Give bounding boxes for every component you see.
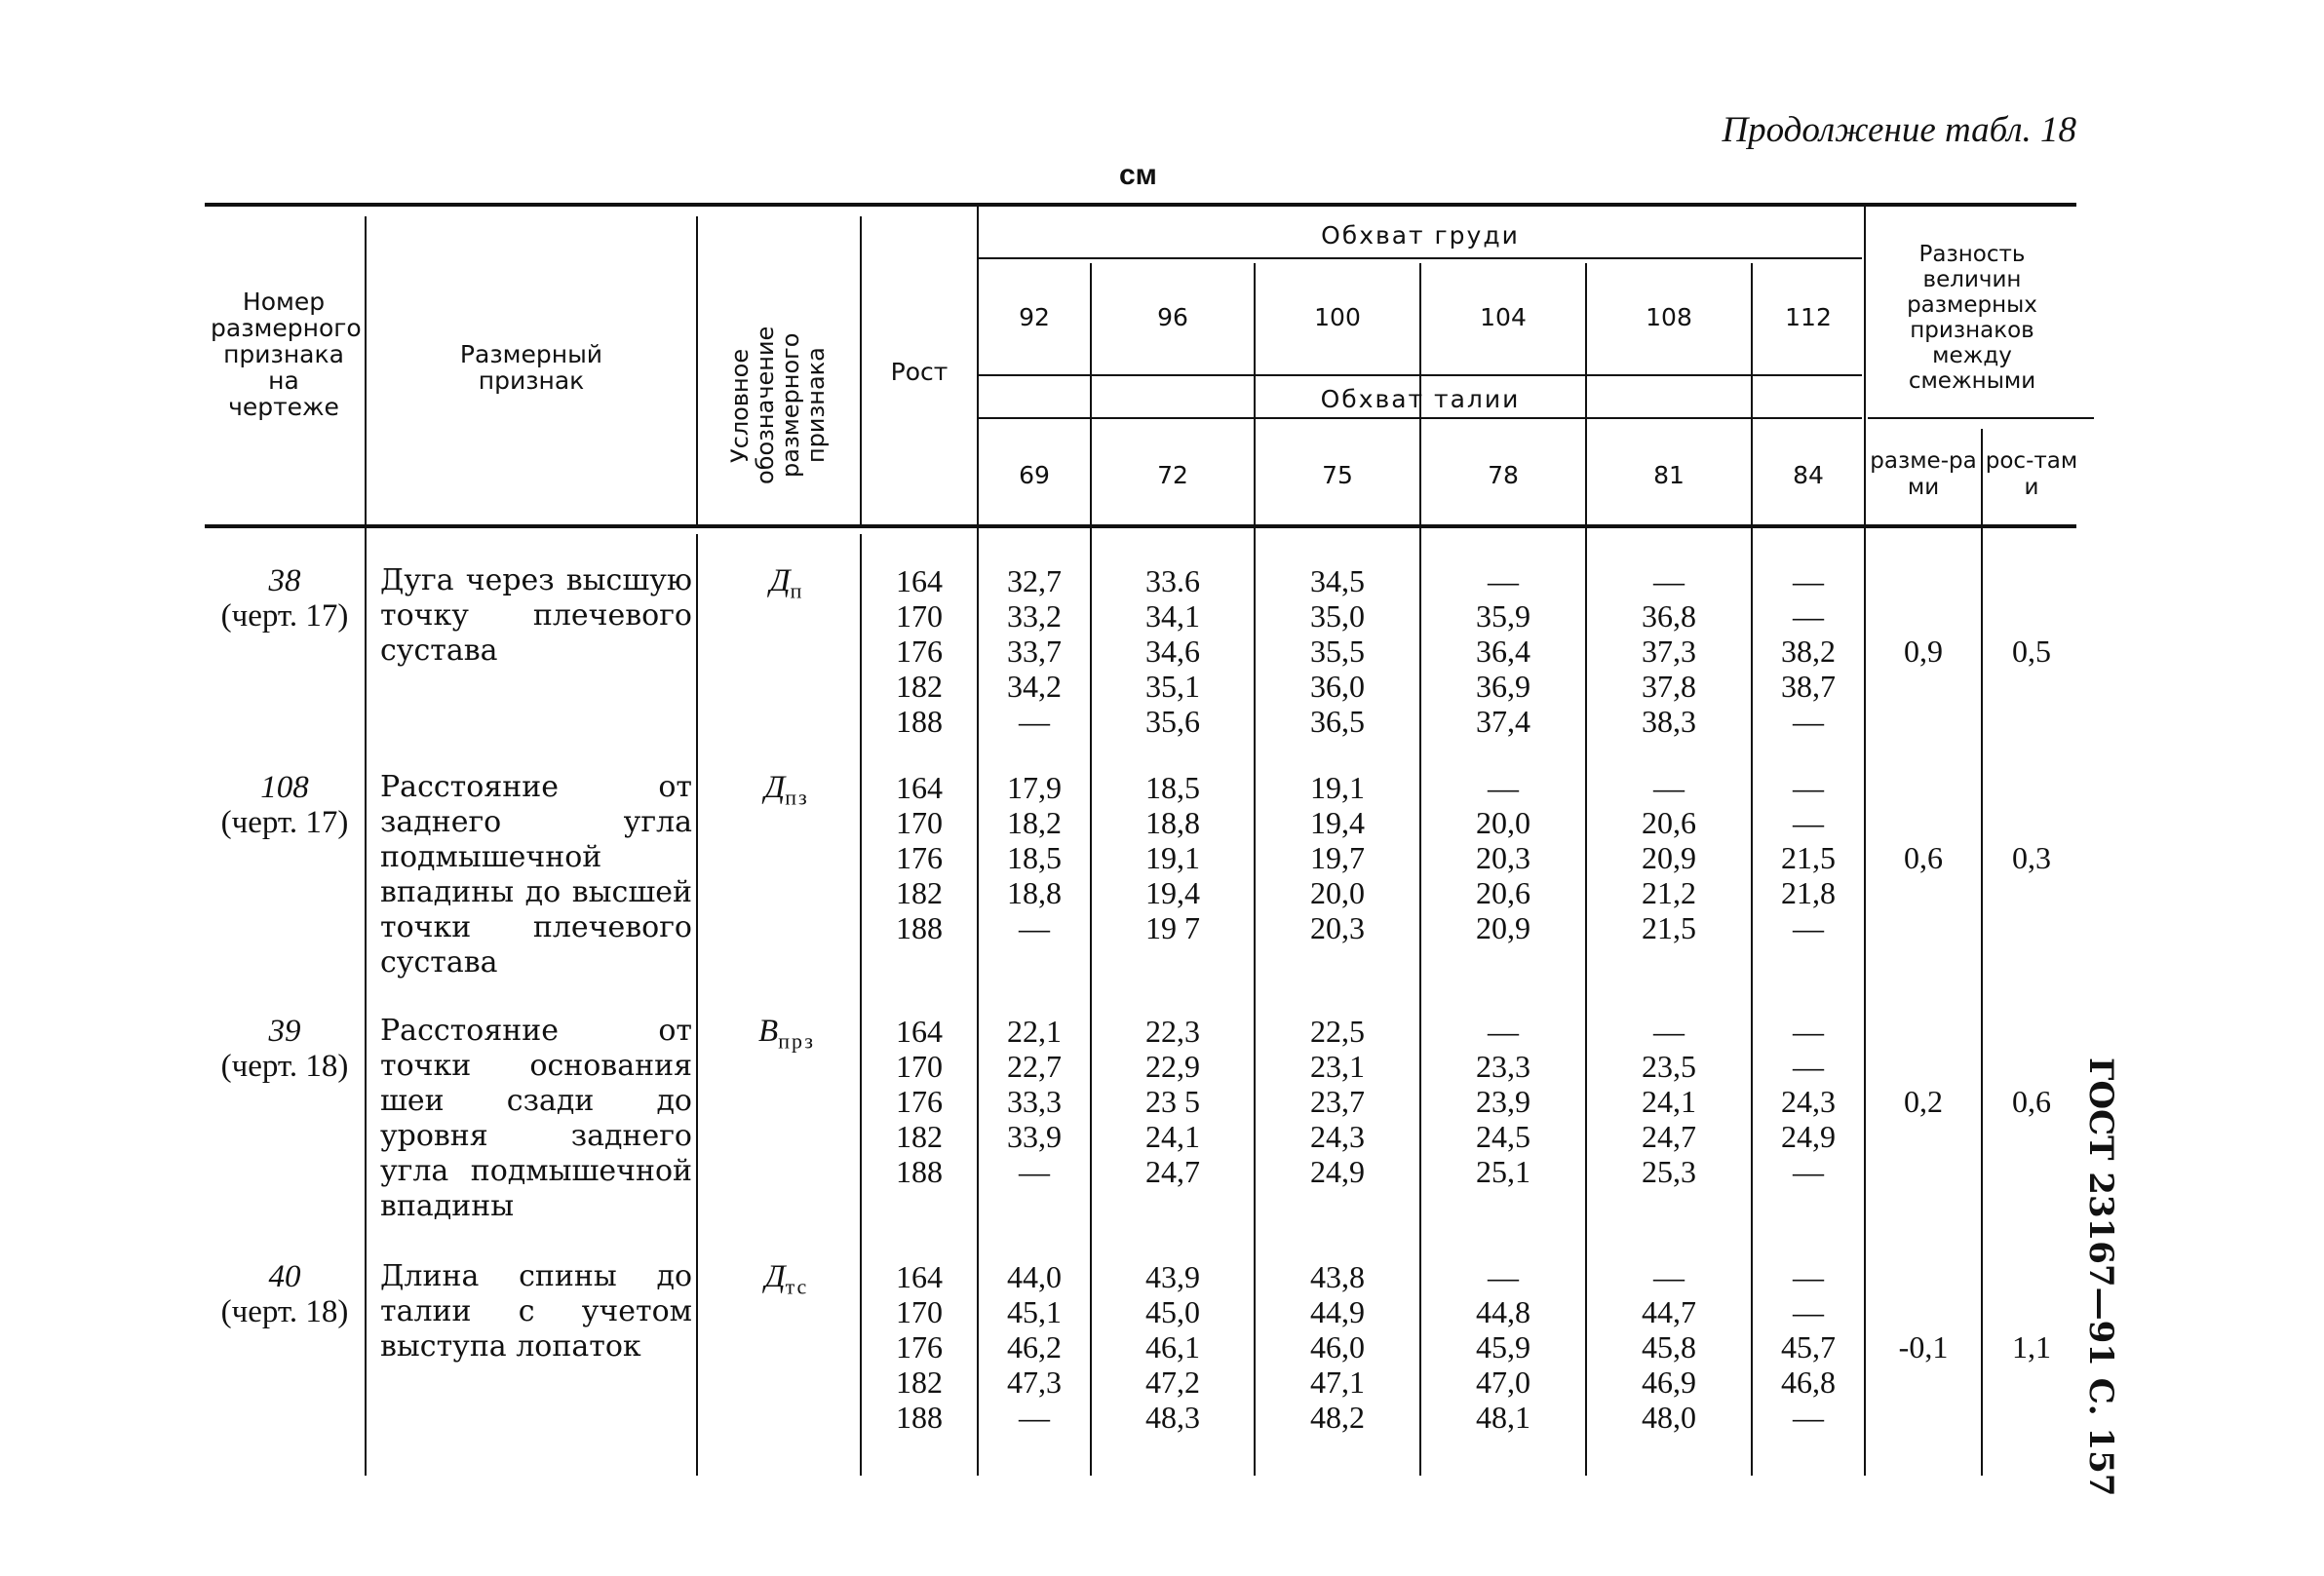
height-value: 164 — [896, 563, 943, 598]
body-col-divider — [860, 534, 862, 1476]
chest-value: 112 — [1785, 303, 1832, 331]
measurement-value: 38,7 — [1781, 669, 1836, 704]
measurement-value: 21,5 — [1781, 840, 1836, 875]
measurement-value: 19,7 — [1310, 840, 1365, 875]
diff-sizes-value: 0,6 — [1904, 840, 1943, 875]
height-value: 188 — [896, 1400, 943, 1435]
header-chest-group: Обхват груди — [1321, 221, 1520, 250]
measurement-value: — — [1793, 704, 1824, 739]
measurement-value: 37,4 — [1476, 704, 1530, 739]
measurement-column — [1256, 563, 1419, 739]
measurement-value: 18,5 — [1007, 840, 1062, 875]
measurement-column — [1421, 563, 1585, 739]
measurement-value: 36,9 — [1476, 669, 1530, 704]
diff-sizes-value: 0,9 — [1904, 634, 1943, 669]
measurement-value: 45,9 — [1476, 1329, 1530, 1365]
measurement-value: 43,8 — [1310, 1259, 1365, 1294]
measurement-column — [979, 1014, 1090, 1189]
height-value: 182 — [896, 875, 943, 910]
height-value: 176 — [896, 634, 943, 669]
measurement-value: — — [1793, 1014, 1824, 1049]
measurement-value: 18,8 — [1007, 875, 1062, 910]
measurement-value: 38,3 — [1642, 704, 1696, 739]
measurement-value: 48,2 — [1310, 1400, 1365, 1435]
measurement-value: 20,3 — [1310, 910, 1365, 945]
measurement-value: 34,1 — [1145, 598, 1200, 634]
measurement-value: 44,0 — [1007, 1259, 1062, 1294]
measurement-value: 24,3 — [1310, 1119, 1365, 1154]
measurement-value: 24,7 — [1642, 1119, 1696, 1154]
drawing-reference: (черт. 18) — [220, 1049, 349, 1084]
measurement-value: 21,8 — [1781, 875, 1836, 910]
measurement-value: 20,0 — [1476, 805, 1530, 840]
measurement-value: — — [1793, 1294, 1824, 1329]
table-top-rule — [205, 203, 2076, 207]
measurement-value: — — [1793, 910, 1824, 945]
measurement-column — [979, 563, 1090, 739]
measurement-value: 36,8 — [1642, 598, 1696, 634]
measurement-value: 24,7 — [1145, 1154, 1200, 1189]
measurement-value: 20,6 — [1642, 805, 1696, 840]
measurement-value: 19,1 — [1310, 770, 1365, 805]
measurement-value: 34,6 — [1145, 634, 1200, 669]
header-symbol: Условное обозначение размерного признака — [726, 326, 830, 485]
measurement-value: 44,7 — [1642, 1294, 1696, 1329]
measurement-column — [1421, 1014, 1585, 1189]
waist-value: 78 — [1488, 461, 1519, 489]
feature-name: Расстояние от точки основания шеи сзади до уровня заднего угла подмышечной впадины — [380, 1014, 692, 1223]
chest-value: 104 — [1480, 303, 1527, 331]
header-waist-group: Обхват талии — [1320, 385, 1521, 413]
diff-group-rule — [1868, 417, 2094, 419]
measurement-value: 34,2 — [1007, 669, 1062, 704]
measurement-value: 35,0 — [1310, 598, 1365, 634]
height-value: 182 — [896, 1365, 943, 1400]
measurement-value: 48,1 — [1476, 1400, 1530, 1435]
measurement-value: 23,1 — [1310, 1049, 1365, 1084]
measurement-value: 21,2 — [1642, 875, 1696, 910]
measurement-value: 46,2 — [1007, 1329, 1062, 1365]
measurement-column — [1587, 770, 1751, 945]
waist-value: 84 — [1793, 461, 1824, 489]
height-value: 188 — [896, 1154, 943, 1189]
body-col-divider — [696, 534, 698, 1476]
measurement-value: 19 7 — [1145, 910, 1200, 945]
header-feature: Размерный признак — [459, 340, 603, 395]
measurement-column — [1753, 1014, 1864, 1189]
feature-number: 38 — [268, 563, 301, 598]
measurement-value: — — [1793, 1154, 1824, 1189]
measurement-column — [1092, 1259, 1254, 1435]
measurement-value: 22,9 — [1145, 1049, 1200, 1084]
waist-value: 75 — [1322, 461, 1353, 489]
measurement-value: 45,1 — [1007, 1294, 1062, 1329]
measurement-value: 19,1 — [1145, 840, 1200, 875]
header-diff-group: Разность величин размерных признаков между смежными — [1907, 242, 2037, 394]
measurement-value: 23 5 — [1145, 1084, 1200, 1119]
measurement-value: — — [1019, 1154, 1050, 1189]
measurement-value: 23,5 — [1642, 1049, 1696, 1084]
height-value: 164 — [896, 1259, 943, 1294]
measurement-value: 24,5 — [1476, 1119, 1530, 1154]
symbol-subscript: прз — [778, 1028, 815, 1054]
col-divider — [860, 216, 862, 526]
measurement-column — [1256, 770, 1419, 945]
measurement-value: — — [1653, 563, 1685, 598]
measurement-column — [1753, 563, 1864, 739]
measurement-value: 46,8 — [1781, 1365, 1836, 1400]
feature-symbol — [714, 563, 860, 604]
measurement-value: 33,2 — [1007, 598, 1062, 634]
measurement-value: 19,4 — [1145, 875, 1200, 910]
measurement-column — [1092, 563, 1254, 739]
measurement-value: 24,3 — [1781, 1084, 1836, 1119]
measurement-value: 22,5 — [1310, 1014, 1365, 1049]
measurement-value: 33,7 — [1007, 634, 1062, 669]
feature-number: 108 — [260, 770, 309, 805]
measurement-value: 20,6 — [1476, 875, 1530, 910]
measurement-value: 23,9 — [1476, 1084, 1530, 1119]
measurement-value: 24,1 — [1642, 1084, 1696, 1119]
height-value: 164 — [896, 1014, 943, 1049]
measurement-column — [1753, 770, 1864, 945]
measurement-value: 38,2 — [1781, 634, 1836, 669]
height-value: 182 — [896, 669, 943, 704]
measurement-value: — — [1793, 1049, 1824, 1084]
measurement-value: — — [1488, 1014, 1519, 1049]
measurement-value: 35,1 — [1145, 669, 1200, 704]
feature-number: 40 — [268, 1259, 301, 1294]
measurement-value: 24,1 — [1145, 1119, 1200, 1154]
measurement-value: 47,3 — [1007, 1365, 1062, 1400]
waist-value: 69 — [1019, 461, 1050, 489]
measurement-value: 25,1 — [1476, 1154, 1530, 1189]
measurement-value: 44,8 — [1476, 1294, 1530, 1329]
measurement-value: 36,0 — [1310, 669, 1365, 704]
measurement-column — [1256, 1259, 1419, 1435]
measurement-value: 23,3 — [1476, 1049, 1530, 1084]
height-value: 176 — [896, 840, 943, 875]
measurement-value: — — [1793, 770, 1824, 805]
measurement-value: 33,3 — [1007, 1084, 1062, 1119]
feature-symbol — [714, 1014, 860, 1055]
drawing-reference: (черт. 17) — [220, 598, 349, 634]
height-values — [868, 770, 971, 945]
diff-heights-value: 1,1 — [2012, 1329, 2051, 1365]
diff-sizes-value: -0,1 — [1898, 1329, 1949, 1365]
measurement-column — [1421, 1259, 1585, 1435]
measurement-value: 36,4 — [1476, 634, 1530, 669]
height-value: 188 — [896, 910, 943, 945]
height-value: 170 — [896, 805, 943, 840]
drawing-reference: (черт. 18) — [220, 1294, 349, 1329]
measurement-value: 18,5 — [1145, 770, 1200, 805]
feature-name: Дуга через высшую точку плечевого сустава — [380, 563, 692, 668]
measurement-value: — — [1793, 563, 1824, 598]
feature-number: 39 — [268, 1014, 301, 1049]
height-value: 170 — [896, 1294, 943, 1329]
measurement-value: 33.6 — [1145, 563, 1200, 598]
unit-label: см — [1119, 159, 1157, 191]
col-divider — [365, 216, 367, 1476]
measurement-value: — — [1653, 1259, 1685, 1294]
height-values — [868, 563, 971, 739]
drawing-reference: (черт. 17) — [220, 805, 349, 840]
measurement-value: — — [1793, 598, 1824, 634]
col-divider — [1981, 429, 1983, 1476]
measurement-value: — — [1793, 1400, 1824, 1435]
height-value: 170 — [896, 1049, 943, 1084]
waist-value: 72 — [1157, 461, 1188, 489]
feature-symbol — [714, 1259, 860, 1300]
measurement-value: 46,9 — [1642, 1365, 1696, 1400]
symbol-main: Д — [764, 770, 786, 805]
measurement-value: 33,9 — [1007, 1119, 1062, 1154]
measurement-value: — — [1653, 1014, 1685, 1049]
waist-value: 81 — [1653, 461, 1685, 489]
measurement-value: 17,9 — [1007, 770, 1062, 805]
height-value: 182 — [896, 1119, 943, 1154]
measurement-value: 35,6 — [1145, 704, 1200, 739]
measurement-value: 23,7 — [1310, 1084, 1365, 1119]
feature-number-cell — [207, 770, 363, 840]
measurement-value: 20,9 — [1476, 910, 1530, 945]
symbol-subscript: тс — [785, 1274, 809, 1299]
symbol-subscript: пз — [785, 785, 809, 810]
chest-value: 96 — [1157, 303, 1188, 331]
measurement-value: 48,0 — [1642, 1400, 1696, 1435]
measurement-value: 20,0 — [1310, 875, 1365, 910]
header-bottom-rule — [205, 524, 2076, 528]
col-divider — [696, 216, 698, 526]
chest-value: 92 — [1019, 303, 1050, 331]
measurement-value: 36,5 — [1310, 704, 1365, 739]
measurement-value: 18,2 — [1007, 805, 1062, 840]
measurement-value: 45,8 — [1642, 1329, 1696, 1365]
symbol-main: Д — [769, 563, 791, 598]
measurement-column — [979, 1259, 1090, 1435]
measurement-value: 35,5 — [1310, 634, 1365, 669]
measurement-value: 37,8 — [1642, 669, 1696, 704]
measurement-value: 46,0 — [1310, 1329, 1365, 1365]
chest-group-rule — [979, 257, 1862, 259]
height-value: 188 — [896, 704, 943, 739]
measurement-value: 35,9 — [1476, 598, 1530, 634]
measurement-value: 43,9 — [1145, 1259, 1200, 1294]
measurement-value: 20,3 — [1476, 840, 1530, 875]
measurement-column — [1587, 1014, 1751, 1189]
measurement-value: 48,3 — [1145, 1400, 1200, 1435]
measurement-value: 46,1 — [1145, 1329, 1200, 1365]
measurement-value: 18,8 — [1145, 805, 1200, 840]
measurement-column — [1256, 1014, 1419, 1189]
measurement-value: 22,3 — [1145, 1014, 1200, 1049]
measurement-column — [1092, 1014, 1254, 1189]
measurement-value: 44,9 — [1310, 1294, 1365, 1329]
header-height: Рост — [890, 358, 949, 386]
measurement-column — [979, 770, 1090, 945]
measurement-value: 19,4 — [1310, 805, 1365, 840]
measurement-value: 24,9 — [1310, 1154, 1365, 1189]
height-values — [868, 1014, 971, 1189]
measurement-value: — — [1019, 1400, 1050, 1435]
measurement-value: — — [1488, 563, 1519, 598]
measurement-value: — — [1793, 805, 1824, 840]
chest-value: 108 — [1646, 303, 1692, 331]
measurement-value: — — [1793, 1259, 1824, 1294]
feature-number-cell — [207, 1014, 363, 1084]
measurement-value: 37,3 — [1642, 634, 1696, 669]
measurement-column — [1753, 1259, 1864, 1435]
diff-sizes-value: 0,2 — [1904, 1084, 1943, 1119]
measurement-value: 22,7 — [1007, 1049, 1062, 1084]
height-value: 170 — [896, 598, 943, 634]
measurement-value: 47,0 — [1476, 1365, 1530, 1400]
symbol-main: В — [758, 1014, 779, 1049]
measurement-value: 32,7 — [1007, 563, 1062, 598]
feature-number-cell — [207, 563, 363, 634]
measurement-value: — — [1019, 704, 1050, 739]
measurement-value: 22,1 — [1007, 1014, 1062, 1049]
standard-page-code: ГОСТ 23167—91 С. 157 — [2081, 1057, 2120, 1497]
measurement-value: — — [1019, 910, 1050, 945]
measurement-value: 34,5 — [1310, 563, 1365, 598]
symbol-main: Д — [764, 1259, 786, 1294]
header-diff-heights: рос-тами — [1985, 448, 2078, 500]
measurement-value: — — [1488, 1259, 1519, 1294]
height-value: 176 — [896, 1084, 943, 1119]
measurement-value: — — [1488, 770, 1519, 805]
continuation-caption: Продолжение табл. 18 — [1722, 110, 2076, 150]
height-value: 164 — [896, 770, 943, 805]
measurement-value: 21,5 — [1642, 910, 1696, 945]
measurement-column — [1587, 563, 1751, 739]
feature-name: Длина спины до талии с учетом выступа лопаток — [380, 1259, 692, 1364]
measurement-column — [1587, 1259, 1751, 1435]
symbol-subscript: п — [790, 578, 804, 603]
feature-name: Расстояние от заднего угла подмышечной впадины до высшей точки плечевого сустава — [380, 770, 692, 980]
measurement-value: 25,3 — [1642, 1154, 1696, 1189]
height-value: 176 — [896, 1329, 943, 1365]
measurement-column — [1092, 770, 1254, 945]
measurement-value: — — [1653, 770, 1685, 805]
diff-heights-value: 0,3 — [2012, 840, 2051, 875]
diff-heights-value: 0,6 — [2012, 1084, 2051, 1119]
height-values — [868, 1259, 971, 1435]
feature-symbol — [714, 770, 860, 811]
header-number: Номер размерного признака на чертеже — [211, 288, 362, 421]
diff-heights-value: 0,5 — [2012, 634, 2051, 669]
measurement-column — [1421, 770, 1585, 945]
measurement-value: 47,2 — [1145, 1365, 1200, 1400]
measurement-value: 45,7 — [1781, 1329, 1836, 1365]
measurement-value: 24,9 — [1781, 1119, 1836, 1154]
header-diff-sizes: разме-рами — [1870, 448, 1977, 500]
measurement-value: 45,0 — [1145, 1294, 1200, 1329]
chest-value: 100 — [1314, 303, 1361, 331]
measurement-value: 47,1 — [1310, 1365, 1365, 1400]
measurement-value: 20,9 — [1642, 840, 1696, 875]
feature-number-cell — [207, 1259, 363, 1329]
